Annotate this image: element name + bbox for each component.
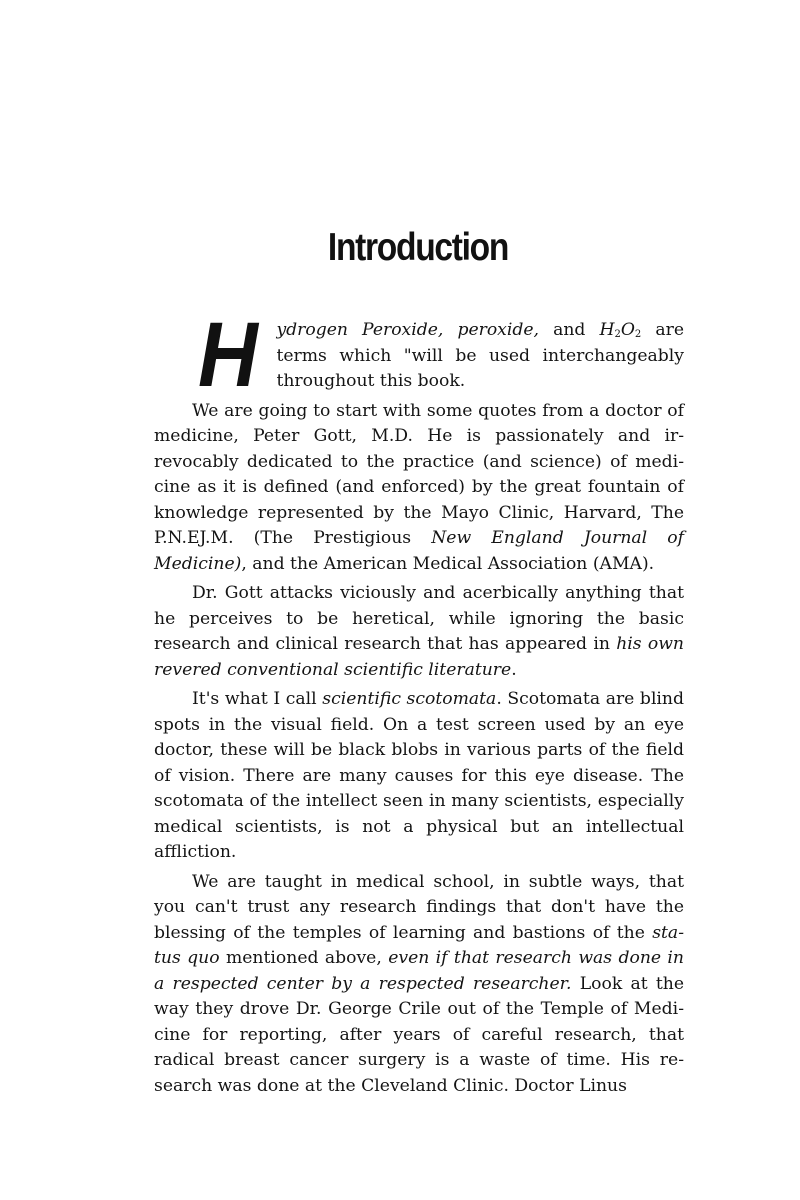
emphasis-text: his own revered conventional scientific literature [154, 634, 684, 680]
emphasis-text: scientific scotomata [322, 689, 497, 709]
formula-o: O [620, 320, 635, 340]
text-run: , and the American Medical Association (AMA). [241, 553, 655, 574]
text-run: mentioned above, [219, 948, 389, 968]
paragraph-5 [154, 870, 684, 1100]
formula-subscript: 2 [634, 329, 642, 340]
text-run: . Scotomata are blind spots in the visual field. On a test screen used by an eye doctor, these will be black blobs in various parts of the field of vision. There are many causes for this eye disease. The scotomata of the intellect seen in many scientists, especially medical scientists, is not a physical but an intellectual affliction. [154, 689, 685, 862]
emphasis-text: status quo [154, 922, 684, 968]
text-run: and [539, 320, 600, 340]
text-run: ydrogen Peroxide, peroxide, [276, 320, 540, 340]
paragraph-1 [154, 304, 684, 406]
text-run: We are taught in medical school, in subtle ways, that you can't trust any research findings that don't have the blessing of the temples of learning and bastions of the [154, 871, 684, 943]
paragraph-2 [154, 399, 684, 578]
journal-title: New England Journal of Medicine) [154, 528, 684, 574]
drop-cap-letter: H [198, 304, 258, 406]
text-run: . [511, 659, 517, 680]
emphasis-text: even if that research was done in a respected center by a respected researcher. [154, 948, 684, 994]
formula-h: H [599, 320, 615, 340]
text-run: are terms which "will be used interchangeably throughout this book. [276, 320, 684, 391]
formula-subscript: 2 [614, 329, 621, 340]
chapter-body [154, 304, 685, 1103]
paragraph-4 [154, 687, 684, 866]
text-run: It's what I call [192, 689, 323, 709]
text-run: We are going to start with some quotes from a doctor of medicine, Peter Gott, M.D. He is passionately and irrevocably dedicated to the practice (and science) of medicine as it is defined (and enforced) by the great fountain of knowledge represented by the Mayo Clinic, Harvard, The P.N.EJ.M. (The Prestigious [154, 400, 684, 548]
chapter-title: Introduction [327, 226, 509, 269]
paragraph-3 [154, 581, 684, 683]
text-run: Look at the way they drove Dr. George Crile out of the Temple of Medicine for reporting, after years of careful research, that radical breast cancer surgery is a waste of time. His research was done at the Cleveland Clinic. Doctor Linus [154, 973, 685, 1096]
text-run: Dr. Gott attacks viciously and acerbically anything that he perceives to be heretical, while ignoring the basic research and clinical research that has appeared in [154, 583, 684, 654]
